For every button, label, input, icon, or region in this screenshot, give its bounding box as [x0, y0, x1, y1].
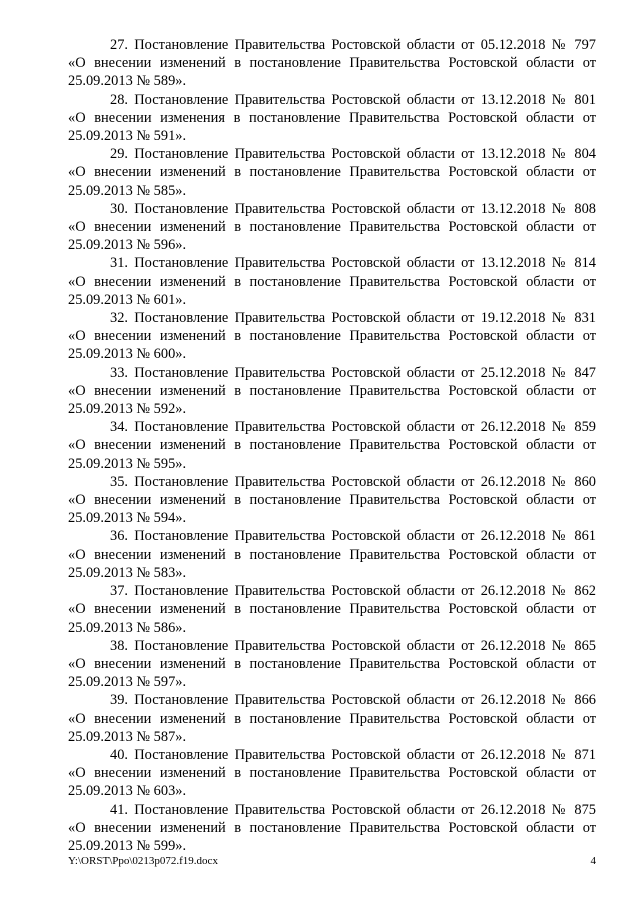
page-footer [68, 855, 596, 868]
list-item: 41. Постановление Правительства Ростовской области от 26.12.2018 № 875 «О внесении изменений в постановление Правительства Ростовской области от 25.09.2013 № 599». [68, 801, 596, 854]
list-item: 36. Постановление Правительства Ростовской области от 26.12.2018 № 861 «О внесении изменений в постановление Правительства Ростовской области от 25.09.2013 № 583». [68, 528, 596, 581]
document-body [68, 36, 596, 855]
page-number: 4 [590, 855, 596, 867]
list-item: 31. Постановление Правительства Ростовской области от 13.12.2018 № 814 «О внесении изменений в постановление Правительства Ростовской области от 25.09.2013 № 601». [68, 255, 596, 308]
list-item: 37. Постановление Правительства Ростовской области от 26.12.2018 № 862 «О внесении изменений в постановление Правительства Ростовской области от 25.09.2013 № 586». [68, 583, 596, 636]
list-item: 40. Постановление Правительства Ростовской области от 26.12.2018 № 871 «О внесении изменений в постановление Правительства Ростовской области от 25.09.2013 № 603». [68, 746, 596, 800]
list-item: 27. Постановление Правительства Ростовской области от 05.12.2018 № 797 «О внесении изменений в постановление Правительства Ростовской области от 25.09.2013 № 589». [68, 37, 596, 90]
list-item: 28. Постановление Правительства Ростовской области от 13.12.2018 № 801 «О внесении изменения в постановление Правительства Ростовской области от 25.09.2013 № 591». [68, 91, 596, 145]
list-item: 39. Постановление Правительства Ростовской области от 26.12.2018 № 866 «О внесении изменений в постановление Правительства Ростовской области от 25.09.2013 № 587». [68, 692, 596, 745]
list-item: 29. Постановление Правительства Ростовской области от 13.12.2018 № 804 «О внесении изменений в постановление Правительства Ростовской области от 25.09.2013 № 585». [68, 146, 596, 199]
list-item: 38. Постановление Правительства Ростовской области от 26.12.2018 № 865 «О внесении изменений в постановление Правительства Ростовской области от 25.09.2013 № 597». [68, 637, 596, 691]
list-item: 32. Постановление Правительства Ростовской области от 19.12.2018 № 831 «О внесении изменений в постановление Правительства Ростовской области от 25.09.2013 № 600». [68, 310, 596, 363]
file-path: Y:\ORST\Ppo\0213p072.f19.docx [68, 855, 218, 867]
list-item: 35. Постановление Правительства Ростовской области от 26.12.2018 № 860 «О внесении изменений в постановление Правительства Ростовской области от 25.09.2013 № 594». [68, 473, 596, 527]
list-item: 30. Постановление Правительства Ростовской области от 13.12.2018 № 808 «О внесении изменений в постановление Правительства Ростовской области от 25.09.2013 № 596». [68, 200, 596, 254]
list-item: 33. Постановление Правительства Ростовской области от 25.12.2018 № 847 «О внесении изменений в постановление Правительства Ростовской области от 25.09.2013 № 592». [68, 364, 596, 418]
list-item: 34. Постановление Правительства Ростовской области от 26.12.2018 № 859 «О внесении изменений в постановление Правительства Ростовской области от 25.09.2013 № 595». [68, 419, 596, 472]
